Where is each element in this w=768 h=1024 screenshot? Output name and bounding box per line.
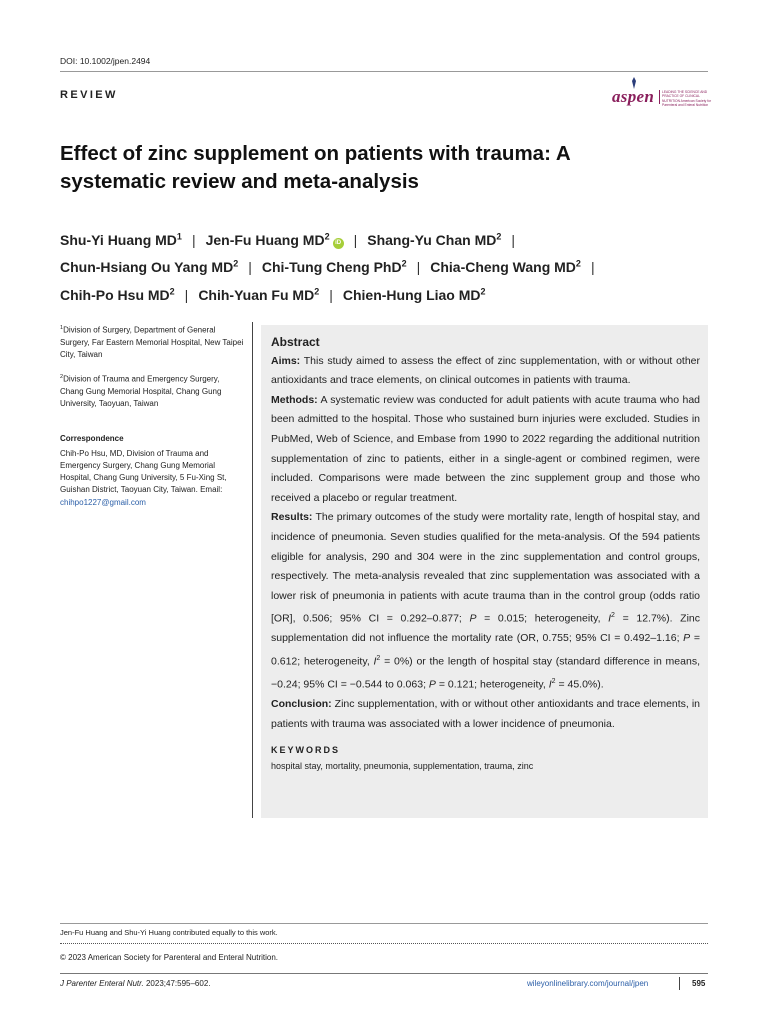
abstract-conclusion: Conclusion: Zinc supplementation, with or without other antioxidants and trace elements, in patients with trauma was associated with a lower incidence of pneumonia. xyxy=(271,698,700,730)
affiliation-2: $^2$Division of Trauma and Emergency Surgery, Chang Gung Memorial Hospital, Chang Gung University, Taoyuan, Taiwan xyxy=(60,374,222,409)
correspondence-text: Chih-Po Hsu, MD, Division of Trauma and Emergency Surgery, Chang Gung Memorial Hospital, Chang Gung University, 5 Fu-Xing St, Guishan District, Taoyuan City, Taiwan. xyxy=(60,448,227,495)
affiliation-1: $^1$Division of Surgery, Department of General Surgery, Far Eastern Memorial Hospital, New Taipei City, Taiwan xyxy=(60,325,244,360)
author-name[interactable]: Jen-Fu Huang $MD^2$ xyxy=(205,231,330,248)
header-divider xyxy=(60,71,708,72)
orcid-icon[interactable]: iD xyxy=(333,238,344,249)
affiliations-column xyxy=(60,322,244,519)
footer-divider xyxy=(60,973,708,974)
equal-contribution-note: Jen-Fu Huang and Shu-Yi Huang contributed equally to this work. xyxy=(60,928,278,937)
author-separator: | xyxy=(590,259,595,276)
correspondence-block xyxy=(60,433,244,509)
abstract-methods: Methods: A systematic review was conducted for adult patients with acute trauma who had been admitted to the hospital. Those who sustained burn injuries were excluded. Studies in PubMed, Web of Science, and Embase from 1990 to 2022 regarding the additional nutrition supplementation of zinc to patients, either in a single-agent or combined regimen, were included. Comparisons were made between the zinc supplement group and those who received a placebo or regular treatment. xyxy=(271,393,701,504)
author-name[interactable]: Chun-Hsiang Ou Yang $MD^2$ xyxy=(60,258,239,276)
page-number: 595 xyxy=(692,979,706,988)
author-name[interactable]: Shang-Yu Chan $MD^2$ xyxy=(367,231,502,248)
journal-citation: J Parenter Enteral Nutr. 2023;47:595–602. xyxy=(60,979,211,988)
abstract-results: Results: The primary outcomes of the study were mortality rate, length of hospital stay, and incidence of pneumonia. Seven studies qualified for the meta-analysis. Of the 594 patients eligible for analysis, 290 and 304 were in the zinc supplementation and control groups, respectively. The meta-analysis revealed that zinc supplementation was associated with a lower risk of pneumonia in patients with acute trauma than in the control group (odds ratio [OR], 0.506; 95% CI = 0.292–0.877; P = 0.015; heterogeneity, $I^2 = 12.7\%$). Zinc supplementation did not influence the mortality rate (OR, 0.755; 95% CI = 0.492–1.16; P = 0.612; heterogeneity, $I^2 = 0\%$) or the length of hospital stay (standard difference in means, −0.24; 95% CI = −0.544 to 0.063; P = 0.121; heterogeneity, $I^2 = 45.0\%$). xyxy=(271,511,701,691)
aspen-logo xyxy=(612,77,712,111)
article-type-label: REVIEW xyxy=(60,89,118,101)
author-line-1 xyxy=(60,224,720,252)
logo-divider xyxy=(659,90,660,104)
page-number-divider xyxy=(679,977,680,990)
author-separator: | xyxy=(329,286,333,303)
journal-website-link[interactable]: wileyonlinelibrary.com/journal/jpen xyxy=(527,979,649,988)
keywords-heading: KEYWORDS xyxy=(271,745,341,756)
author-separator: | xyxy=(511,231,516,248)
author-list xyxy=(60,224,720,307)
article-title: Effect of zinc supplement on patients with trauma: A systematic review and meta-analysis xyxy=(60,142,570,193)
logo-wordmark: aspen xyxy=(612,87,655,106)
keywords-list: hospital stay, mortality, pneumonia, supplementation, trauma, zinc xyxy=(271,761,534,772)
abstract-aims: Aims: This study aimed to assess the effect of zinc supplementation, with or without other antioxidants and trace elements, on clinical outcomes in patients with trauma. xyxy=(271,354,701,387)
author-separator: | xyxy=(191,231,196,248)
author-name[interactable]: Chi-Tung Cheng PhD$^2$ xyxy=(261,258,407,276)
correspondence-heading: Correspondence xyxy=(60,433,124,443)
dotted-divider xyxy=(60,943,708,944)
logo-tagline: LEADING THE SCIENCE AND PRACTICE OF CLINICAL NUTRITION American Society for Parenteral and Enteral Nutrition xyxy=(662,90,712,107)
author-separator: | xyxy=(353,231,358,248)
author-name[interactable]: Chien-Hung Liao $MD^2$ xyxy=(342,286,486,303)
abstract-box xyxy=(261,325,708,818)
author-line-3 xyxy=(60,279,720,307)
abstract-heading: Abstract xyxy=(271,335,320,349)
email-label: Email: xyxy=(200,485,223,495)
author-name[interactable]: Chih-Yuan Fu $MD^2$ xyxy=(198,286,320,303)
author-separator: | xyxy=(184,286,189,303)
author-name[interactable]: Chia-Cheng Wang $MD^2$ xyxy=(430,258,581,276)
column-divider xyxy=(252,322,253,818)
footnote-divider xyxy=(60,923,708,924)
author-name[interactable]: Chih-Po Hsu $MD^2$ xyxy=(60,286,175,303)
author-separator: | xyxy=(416,259,421,276)
email-link[interactable]: chihpo1227@gmail.com xyxy=(60,497,146,507)
author-separator: | xyxy=(248,259,252,276)
doi-text: DOI: 10.1002/jpen.2494 xyxy=(60,56,151,66)
author-line-2 xyxy=(60,252,720,280)
copyright-text: © 2023 American Society for Parenteral and Enteral Nutrition. xyxy=(60,953,279,962)
author-name[interactable]: Shu-Yi Huang $MD^1$ xyxy=(60,231,182,248)
